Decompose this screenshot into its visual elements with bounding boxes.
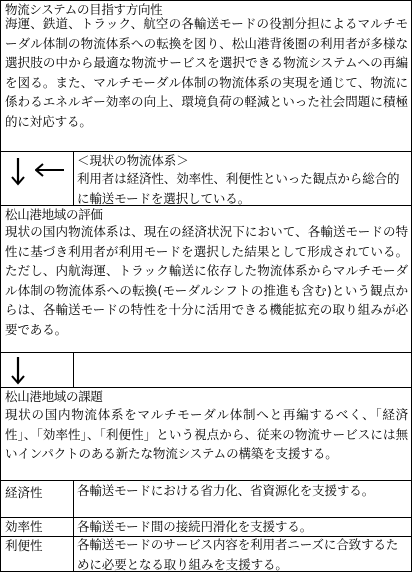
evaluation-heading: 松山港地域の評価 <box>5 207 103 222</box>
row-text: 各輸送モード間の接続円滑化を支援する。 <box>77 519 313 534</box>
issues-heading: 松山港地域の課題 <box>5 389 103 404</box>
row-label: 利便性 <box>5 538 43 553</box>
row-text: 各輸送モードにおける省力化、省資源化を支援する。 <box>77 483 375 498</box>
table-row-text-cell <box>73 517 412 537</box>
direction-box <box>0 0 412 152</box>
row-text: 各輸送モードのサービス内容を利用者ニーズに合致するために必要となる取り組みを支援する。 <box>77 537 399 572</box>
direction-heading: 物流システムの目指す方向性 <box>5 2 163 17</box>
row-label: 効率性 <box>5 519 43 534</box>
arrow-down-icon <box>11 357 25 385</box>
evaluation-box <box>0 205 412 353</box>
issues-body: 現状の国内物流体系をマルチモーダル体制へと再編するべく、「経済性」、「効率性」、「利便性」という視点から、従来の物流サービスには無いインパクトのある新たな物流システムの構築を支援する。 <box>5 407 408 461</box>
direction-body: 海運、鉄道、トラック、航空の各輸送モードの役割分担によるマルチモーダル体制の物流体系への転換を図り、松山港背後圏の利用者が多様な選択肢の中から最適な物流サービスを選択できる物流システムへの再編を図る。また、マルチモーダル体制の物流体系の実現を通じて、物流に係わるエネルギー効率の向上、環境負荷の軽減といった社会問題に積極的に対応する。 <box>5 16 408 129</box>
arrow-left-icon <box>35 163 65 177</box>
issues-box <box>0 387 412 481</box>
table-row-text-cell <box>73 480 412 518</box>
current-system-box <box>73 151 412 206</box>
current-system-body: 利用者は経済性、効率性、利便性といった観点から総合的に輸送モードを選択している。 <box>77 171 400 206</box>
current-system-title: ＜現状の物流体系＞ <box>77 153 189 168</box>
evaluation-body: 現状の国内物流体系は、現在の経済状況下において、各輸送モードの特性に基づき利用者が利用モードを選択した結果として形成されている。ただし、内航海運、トラック輸送に依存した物流体系からマルチモーダル体制の物流体系への転換(モーダルシフトの推進も含む)という観点からは、各輸送モードの特性を十分に活用できる機能拡充の取り組みが必要である。 <box>5 224 408 337</box>
arrow-down-icon <box>11 158 25 186</box>
row-label: 経済性 <box>5 485 43 500</box>
arrow-row-right-cell <box>73 352 412 388</box>
table-row-text-cell <box>73 536 412 572</box>
